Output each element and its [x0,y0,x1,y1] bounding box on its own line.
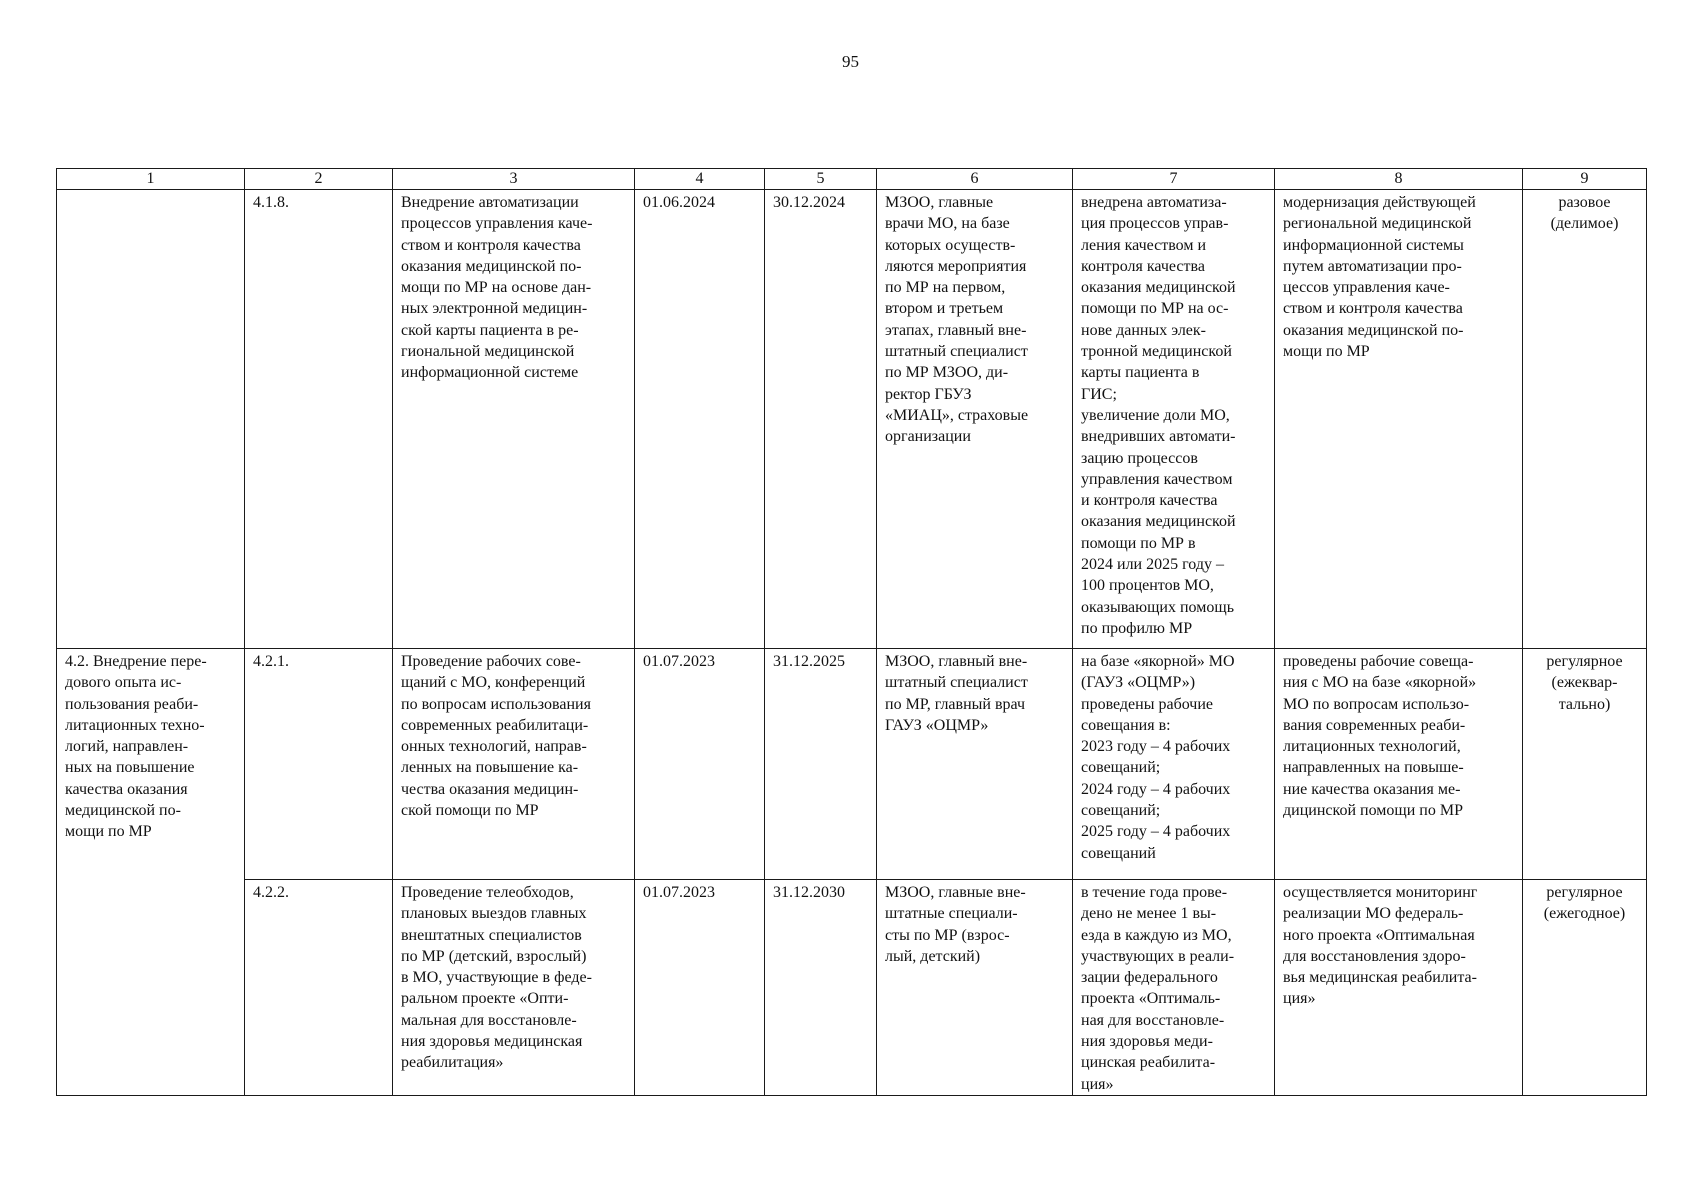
cell-text-line: в МО, участвующие в феде- [401,969,592,987]
cell-text-line: Проведение телеобходов, [401,884,574,901]
plan-table [56,168,1647,1096]
cell-text-line: которых осуществ- [885,236,1016,254]
cell-text-line: оказания медицинской по- [1283,321,1464,339]
description-cell [393,649,635,880]
cell-text-line: информационной системы [1283,236,1464,254]
cell-text-line: ской помощи по МР [401,802,539,820]
cell-text-line: оказания медицинской по- [401,257,582,275]
cell-text-line: ных электронной медицин- [401,300,588,318]
cell-text-line: ния с МО на базе «якорной» [1283,674,1477,692]
cell-text-line: Проведение рабочих сове- [401,653,581,670]
result-cell [1073,649,1275,880]
cell-text-line: совещаний; [1081,802,1161,820]
cell-text-line: ная для восстановле- [1081,1011,1225,1029]
item-number-cell: 4.2.2. [245,880,393,1096]
cell-text-line: мощи по МР [1283,343,1370,361]
cell-text-line: плановых выездов главных [401,905,587,923]
cell-text-line: разовое [1558,194,1611,211]
cell-text-line: помощи по МР в [1081,534,1196,552]
cell-text-line: участвующих в реали- [1081,947,1235,965]
cell-text-line: направленных на повыше- [1283,759,1464,777]
cell-text-line: ством и контроля качества [1283,300,1463,318]
cell-text-line: медицинской по- [65,802,181,820]
cell-text-line: по МР МЗОО, ди- [885,364,1009,382]
cell-text-line: (делимое) [1550,215,1619,233]
cell-text-line: онных технологий, направ- [401,738,587,756]
cell-text-line: по МР на первом, [885,279,1006,297]
cell-text-line: нове данных элек- [1081,321,1207,339]
cell-text-line: МО по вопросам использо- [1283,695,1470,713]
cell-text-line: ния здоровья меди- [1081,1033,1213,1051]
cell-text-line: реабилитация» [401,1054,504,1072]
responsible-cell [877,880,1073,1096]
page-number: 95 [842,52,859,71]
start-date-cell: 01.06.2024 [635,190,765,649]
cell-text-line: контроля качества [1081,257,1205,275]
header-cell-8: 8 [1275,169,1523,190]
cell-text-line: езда в каждую из МО, [1081,926,1232,944]
cell-text-line: зацию процессов [1081,449,1198,467]
header-cell-7: 7 [1073,169,1275,190]
cell-text-line: мальная для восстановле- [401,1011,577,1029]
cell-text-line: современных реабилитаци- [401,716,589,734]
table-row [57,649,1647,880]
cell-text-line: цинская реабилита- [1081,1054,1216,1072]
cell-text-line: управления качеством [1081,470,1233,488]
cell-text-line: (ежегодное) [1543,905,1626,923]
cell-text-line: региональной медицинской [1283,215,1472,233]
cell-text-line: 100 процентов МО, [1081,577,1214,595]
cell-text-line: ляются мероприятия [885,257,1027,275]
cell-text-line: МЗОО, главные [885,194,994,211]
cell-text-line: 2024 году – 4 рабочих [1081,780,1231,798]
cell-text-line: тронной медицинской [1081,343,1232,361]
description-cell [393,880,635,1096]
cell-text-line: оказания медицинской [1081,513,1236,531]
cell-text-line: ством и контроля качества [401,236,581,254]
responsible-cell [877,190,1073,649]
cell-text-line: ние качества оказания ме- [1283,780,1461,798]
cell-text-line: оказывающих помощь [1081,598,1234,616]
cell-text-line: врачи МО, на базе [885,215,1010,233]
cell-text-line: качества оказания [65,780,188,798]
cell-text-line: в течение года прове- [1081,884,1228,901]
end-date-cell: 31.12.2025 [765,649,877,880]
cell-text-line: по МР, главный врач [885,695,1026,713]
cell-text-line: цессов управления каче- [1283,279,1450,297]
cell-text-line: ления качеством и [1081,236,1207,254]
end-date-cell: 30.12.2024 [765,190,877,649]
cell-text-line: совещаний [1081,844,1156,862]
header-cell-9: 9 [1523,169,1647,190]
cell-text-line: сты по МР (взрос- [885,926,1010,944]
cell-text-line: дено не менее 1 вы- [1081,905,1217,923]
cell-text-line: регулярное [1546,884,1623,901]
cell-text-line: пользования реаби- [65,695,199,713]
result-cell [1073,880,1275,1096]
cell-text-line: зации федерального [1081,969,1218,987]
cell-text-line: (ежеквар- [1551,674,1618,692]
cell-text-line: внедривших автомати- [1081,428,1236,446]
header-cell-5: 5 [765,169,877,190]
cell-text-line: ция» [1081,1075,1114,1093]
task-cell [57,190,245,649]
cell-text-line: по профилю МР [1081,619,1193,637]
cell-text-line: 2024 или 2025 году – [1081,556,1224,574]
cell-text-line: увеличение доли МО, [1081,406,1230,424]
cell-text-line: литационных технологий, [1283,738,1461,756]
cell-text-line: дицинской помощи по МР [1283,802,1463,820]
cell-text-line: регулярное [1546,653,1623,670]
cell-text-line: и контроля качества [1081,492,1218,510]
responsible-cell [877,649,1073,880]
cell-text-line: совещания в: [1081,716,1171,734]
cell-text-line: реализации МО федераль- [1283,905,1464,923]
cell-text-line: 4.2. Внедрение пере- [65,653,207,670]
cell-text-line: щаний с МО, конференций [401,674,586,692]
cell-text-line: мощи по МР на основе дан- [401,279,592,297]
header-cell-1: 1 [57,169,245,190]
header-cell-3: 3 [393,169,635,190]
characteristic-cell [1275,190,1523,649]
cell-text-line: ция процессов управ- [1081,215,1229,233]
cell-text-line: штатные специали- [885,905,1018,923]
cell-text-line: 2023 году – 4 рабочих [1081,738,1231,756]
cell-text-line: оказания медицинской [1081,279,1236,297]
table-row [57,190,1647,649]
cell-text-line: внедрена автоматиза- [1081,194,1227,211]
cell-text-line: литационных техно- [65,716,205,734]
cell-text-line: мощи по МР [65,823,152,841]
cell-text-line: для восстановления здоро- [1283,947,1466,965]
type-cell [1523,649,1647,880]
cell-text-line: ция» [1283,990,1316,1008]
cell-text-line: МЗОО, главные вне- [885,884,1026,901]
start-date-cell: 01.07.2023 [635,880,765,1096]
cell-text-line: 2025 году – 4 рабочих [1081,823,1231,841]
characteristic-cell [1275,880,1523,1096]
cell-text-line: ния здоровья медицинская [401,1033,583,1051]
cell-text-line: чества оказания медицин- [401,780,579,798]
cell-text-line: вья медицинская реабилита- [1283,969,1477,987]
cell-text-line: МЗОО, главный вне- [885,653,1028,670]
cell-text-line: штатный специалист [885,343,1028,361]
cell-text-line: этапах, главный вне- [885,321,1027,339]
cell-text-line: ГАУЗ «ОЦМР» [885,716,989,734]
cell-text-line: вания современных реаби- [1283,716,1466,734]
cell-text-line: ных на повышение [65,759,195,777]
item-number-cell: 4.1.8. [245,190,393,649]
cell-text-line: втором и третьем [885,300,1004,318]
cell-text-line: организации [885,428,971,446]
table-row [57,880,1647,1096]
cell-text-line: проведены рабочие [1081,695,1214,713]
cell-text-line: карты пациента в [1081,364,1200,382]
cell-text-line: по МР (детский, взрослый) [401,947,587,965]
header-row [57,169,1647,190]
cell-text-line: модернизация действующей [1283,194,1476,211]
type-cell [1523,880,1647,1096]
header-cell-4: 4 [635,169,765,190]
description-cell [393,190,635,649]
cell-text-line: ской карты пациента в ре- [401,321,579,339]
cell-text-line: ного проекта «Оптимальная [1283,926,1475,944]
cell-text-line: путем автоматизации про- [1283,257,1462,275]
cell-text-line: на базе «якорной» МО [1081,653,1235,670]
header-cell-2: 2 [245,169,393,190]
cell-text-line: гиональной медицинской [401,343,575,361]
cell-text-line: осуществляется мониторинг [1283,884,1478,901]
cell-text-line: процессов управления каче- [401,215,593,233]
cell-text-line: «МИАЦ», страховые [885,406,1029,424]
cell-text-line: помощи по МР на ос- [1081,300,1229,318]
cell-text-line: ГИС; [1081,385,1117,403]
cell-text-line: внештатных специалистов [401,926,582,944]
cell-text-line: ральном проекте «Опти- [401,990,569,1008]
item-number-cell: 4.2.1. [245,649,393,880]
cell-text-line: ректор ГБУЗ [885,385,972,403]
cell-text-line: проекта «Оптималь- [1081,990,1221,1008]
cell-text-line: тально) [1558,695,1611,713]
cell-text-line: штатный специалист [885,674,1028,692]
end-date-cell: 31.12.2030 [765,880,877,1096]
cell-text-line: (ГАУЗ «ОЦМР») [1081,674,1196,692]
cell-text-line: лый, детский) [885,947,981,965]
cell-text-line: дового опыта ис- [65,674,182,692]
header-cell-6: 6 [877,169,1073,190]
start-date-cell: 01.07.2023 [635,649,765,880]
cell-text-line: информационной системе [401,364,579,382]
cell-text-line: проведены рабочие совеща- [1283,653,1474,670]
cell-text-line: по вопросам использования [401,695,591,713]
task-cell [57,649,245,1096]
cell-text-line: Внедрение автоматизации [401,194,579,211]
cell-text-line: совещаний; [1081,759,1161,777]
result-cell [1073,190,1275,649]
characteristic-cell [1275,649,1523,880]
cell-text-line: логий, направлен- [65,738,189,756]
type-cell [1523,190,1647,649]
cell-text-line: ленных на повышение ка- [401,759,579,777]
